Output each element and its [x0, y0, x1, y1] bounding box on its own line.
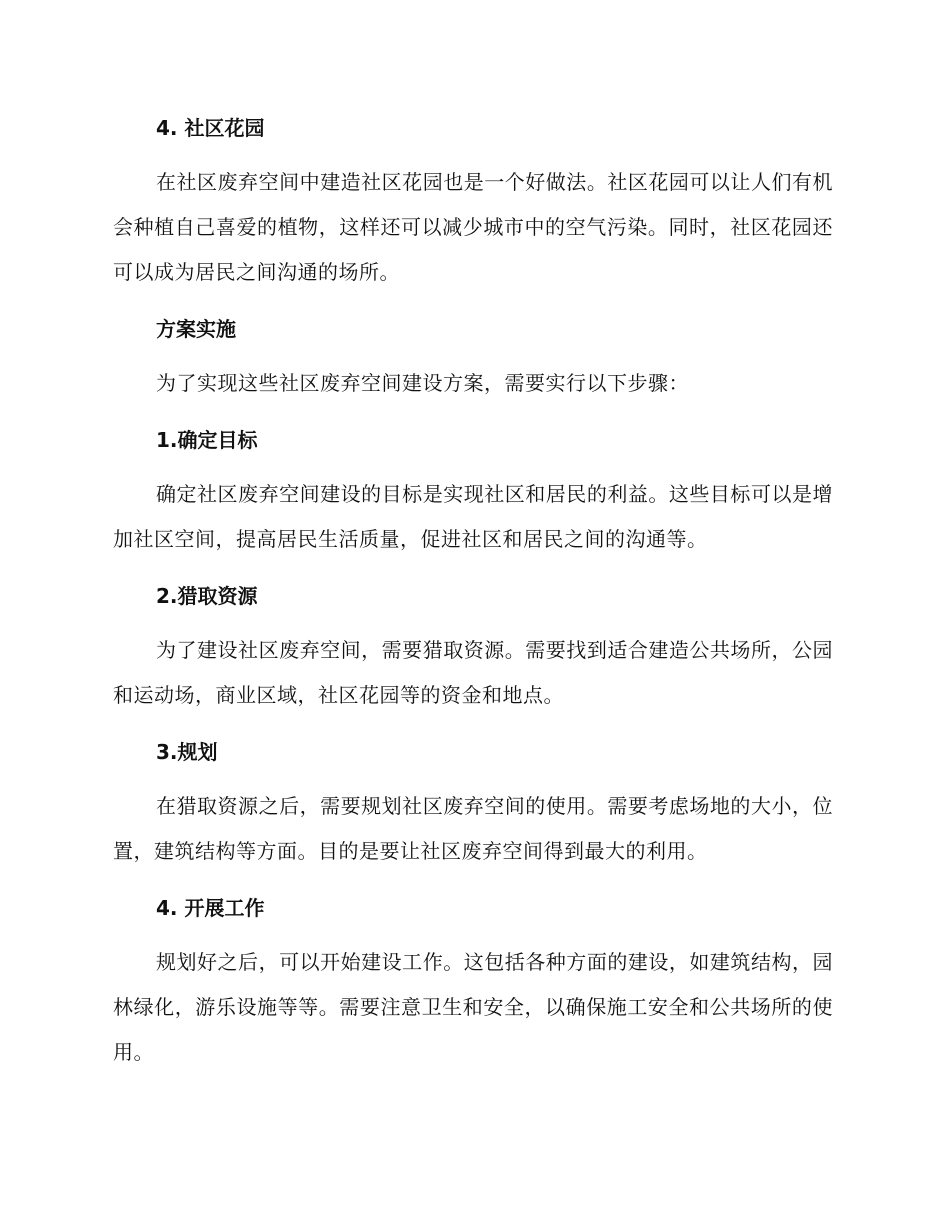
- section-heading-implementation: 方案实施: [156, 317, 236, 341]
- section-heading-planning: 3.规划: [156, 740, 218, 764]
- section-paragraph-obtain-resources: 为了建设社区废弃空间，需要猎取资源。需要找到适合建造公共场所，公园和运动场，商业区域，社区花园等的资金和地点。: [113, 638, 833, 707]
- section-heading-obtain-resources: 2.猎取资源: [156, 584, 258, 608]
- section-heading-community-garden: 4. 社区花园: [156, 116, 265, 140]
- section-paragraph-community-garden: 在社区废弃空间中建造社区花园也是一个好做法。社区花园可以让人们有机会种植自己喜爱的植物，这样还可以减少城市中的空气污染。同时，社区花园还可以成为居民之间沟通的场所。: [113, 170, 833, 284]
- section-heading-start-work: 4. 开展工作: [156, 896, 265, 920]
- section-paragraph-set-goals: 确定社区废弃空间建设的目标是实现社区和居民的利益。这些目标可以是增加社区空间，提高居民生活质量，促进社区和居民之间的沟通等。: [113, 482, 833, 551]
- document-body: [113, 108, 833, 1075]
- section-paragraph-start-work: 规划好之后，可以开始建设工作。这包括各种方面的建设，如建筑结构，园林绿化，游乐设施等等。需要注意卫生和安全，以确保施工安全和公共场所的使用。: [113, 950, 833, 1064]
- section-heading-set-goals: 1.确定目标: [156, 428, 258, 452]
- section-paragraph-implementation: 为了实现这些社区废弃空间建设方案，需要实行以下步骤：: [156, 371, 689, 395]
- section-paragraph-planning: 在猎取资源之后，需要规划社区废弃空间的使用。需要考虑场地的大小，位置，建筑结构等方面。目的是要让社区废弃空间得到最大的利用。: [113, 794, 833, 863]
